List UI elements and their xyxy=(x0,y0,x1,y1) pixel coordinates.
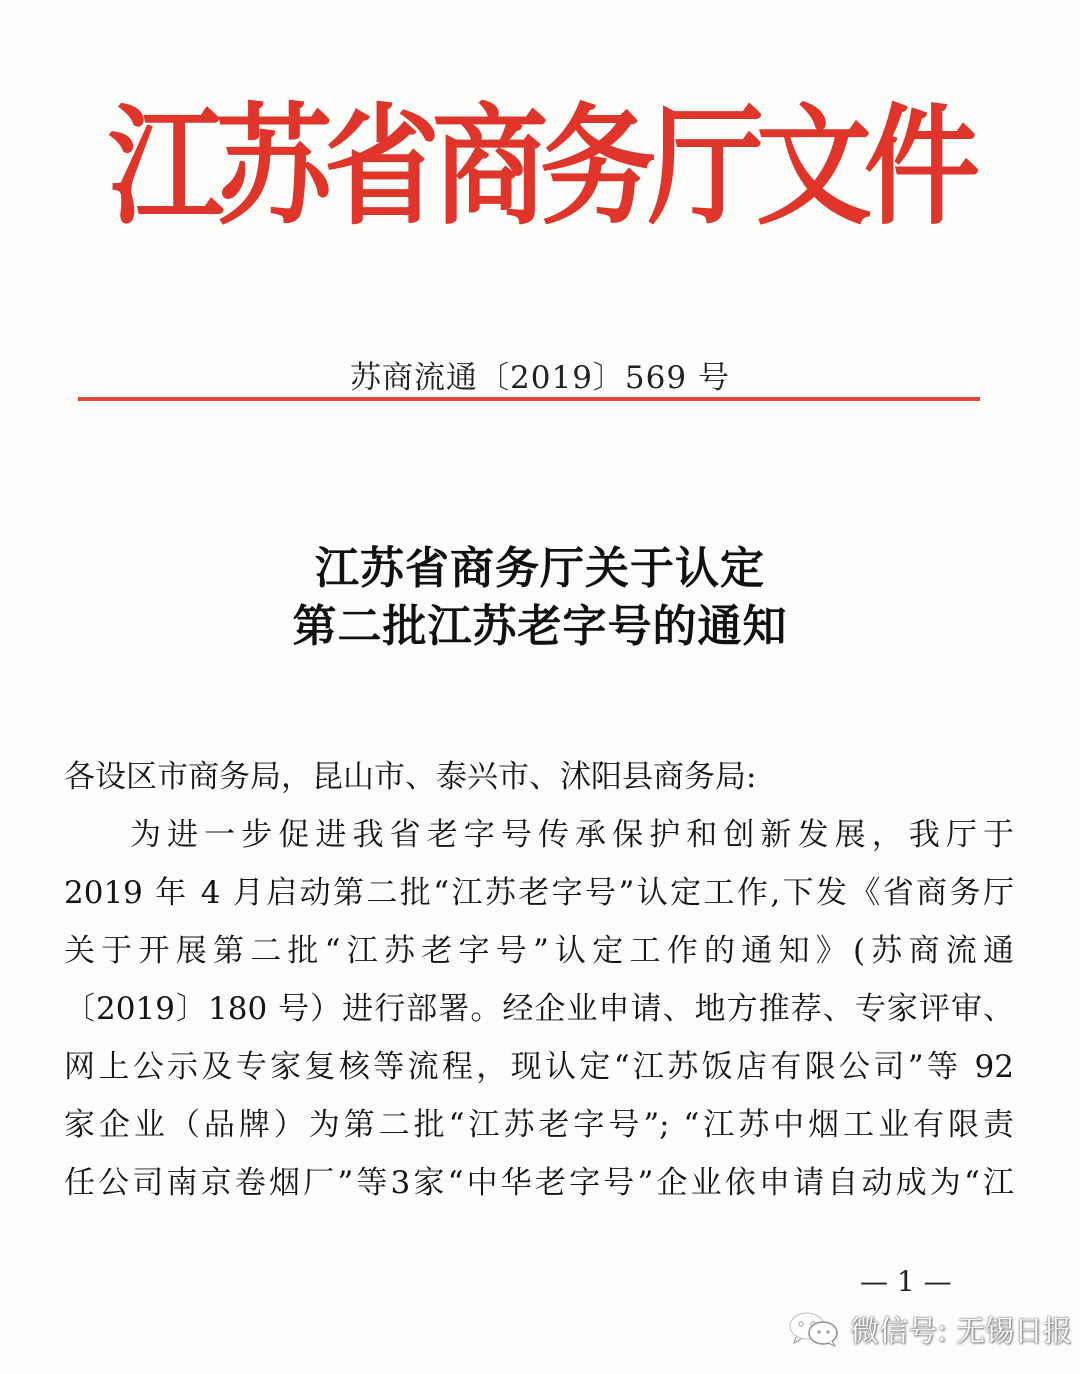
watermark-text: 微信号: 无锡日报 xyxy=(850,1313,1072,1348)
body-line: 2019 年 4 月启动第二批“江苏老字号”认定工作,下发《省商务厅 xyxy=(64,875,1014,911)
notice-body xyxy=(64,748,1014,1212)
body-line: 关于开展第二批“江苏老字号”认定工作的通知》(苏商流通 xyxy=(64,933,1014,969)
body-line: 家企业（品牌）为第二批“江苏老字号”; “江苏中烟工业有限责 xyxy=(64,1107,1014,1143)
body-line-salutation: 各设区市商务局，昆山市、泰兴市、沭阳县商务局: xyxy=(64,759,757,795)
header-divider-line xyxy=(78,397,980,401)
document-header-title: 江苏省商务厅文件 xyxy=(108,90,972,244)
body-line: 〔2019〕180 号）进行部署。经企业申请、地方推荐、专家评审、 xyxy=(64,991,1014,1027)
body-line: 任公司南京卷烟厂”等3家“中华老字号”企业依申请自动成为“江 xyxy=(64,1165,1014,1201)
notice-title-line-1: 江苏省商务厅关于认定 xyxy=(315,543,765,594)
notice-title xyxy=(0,540,1080,656)
document-number: 苏商流通〔2019〕569 号 xyxy=(350,360,730,396)
body-line: 网上公示及专家复核等流程，现认定“江苏饭店有限公司”等 92 xyxy=(64,1049,1014,1085)
body-line: 为进一步促进我省老字号传承保护和创新发展，我厅于 xyxy=(130,817,1014,853)
notice-title-line-2: 第二批江苏老字号的通知 xyxy=(292,601,788,652)
page-number: — 1 — xyxy=(860,1265,952,1298)
wechat-watermark xyxy=(788,1306,1072,1352)
wechat-icon xyxy=(788,1310,840,1348)
